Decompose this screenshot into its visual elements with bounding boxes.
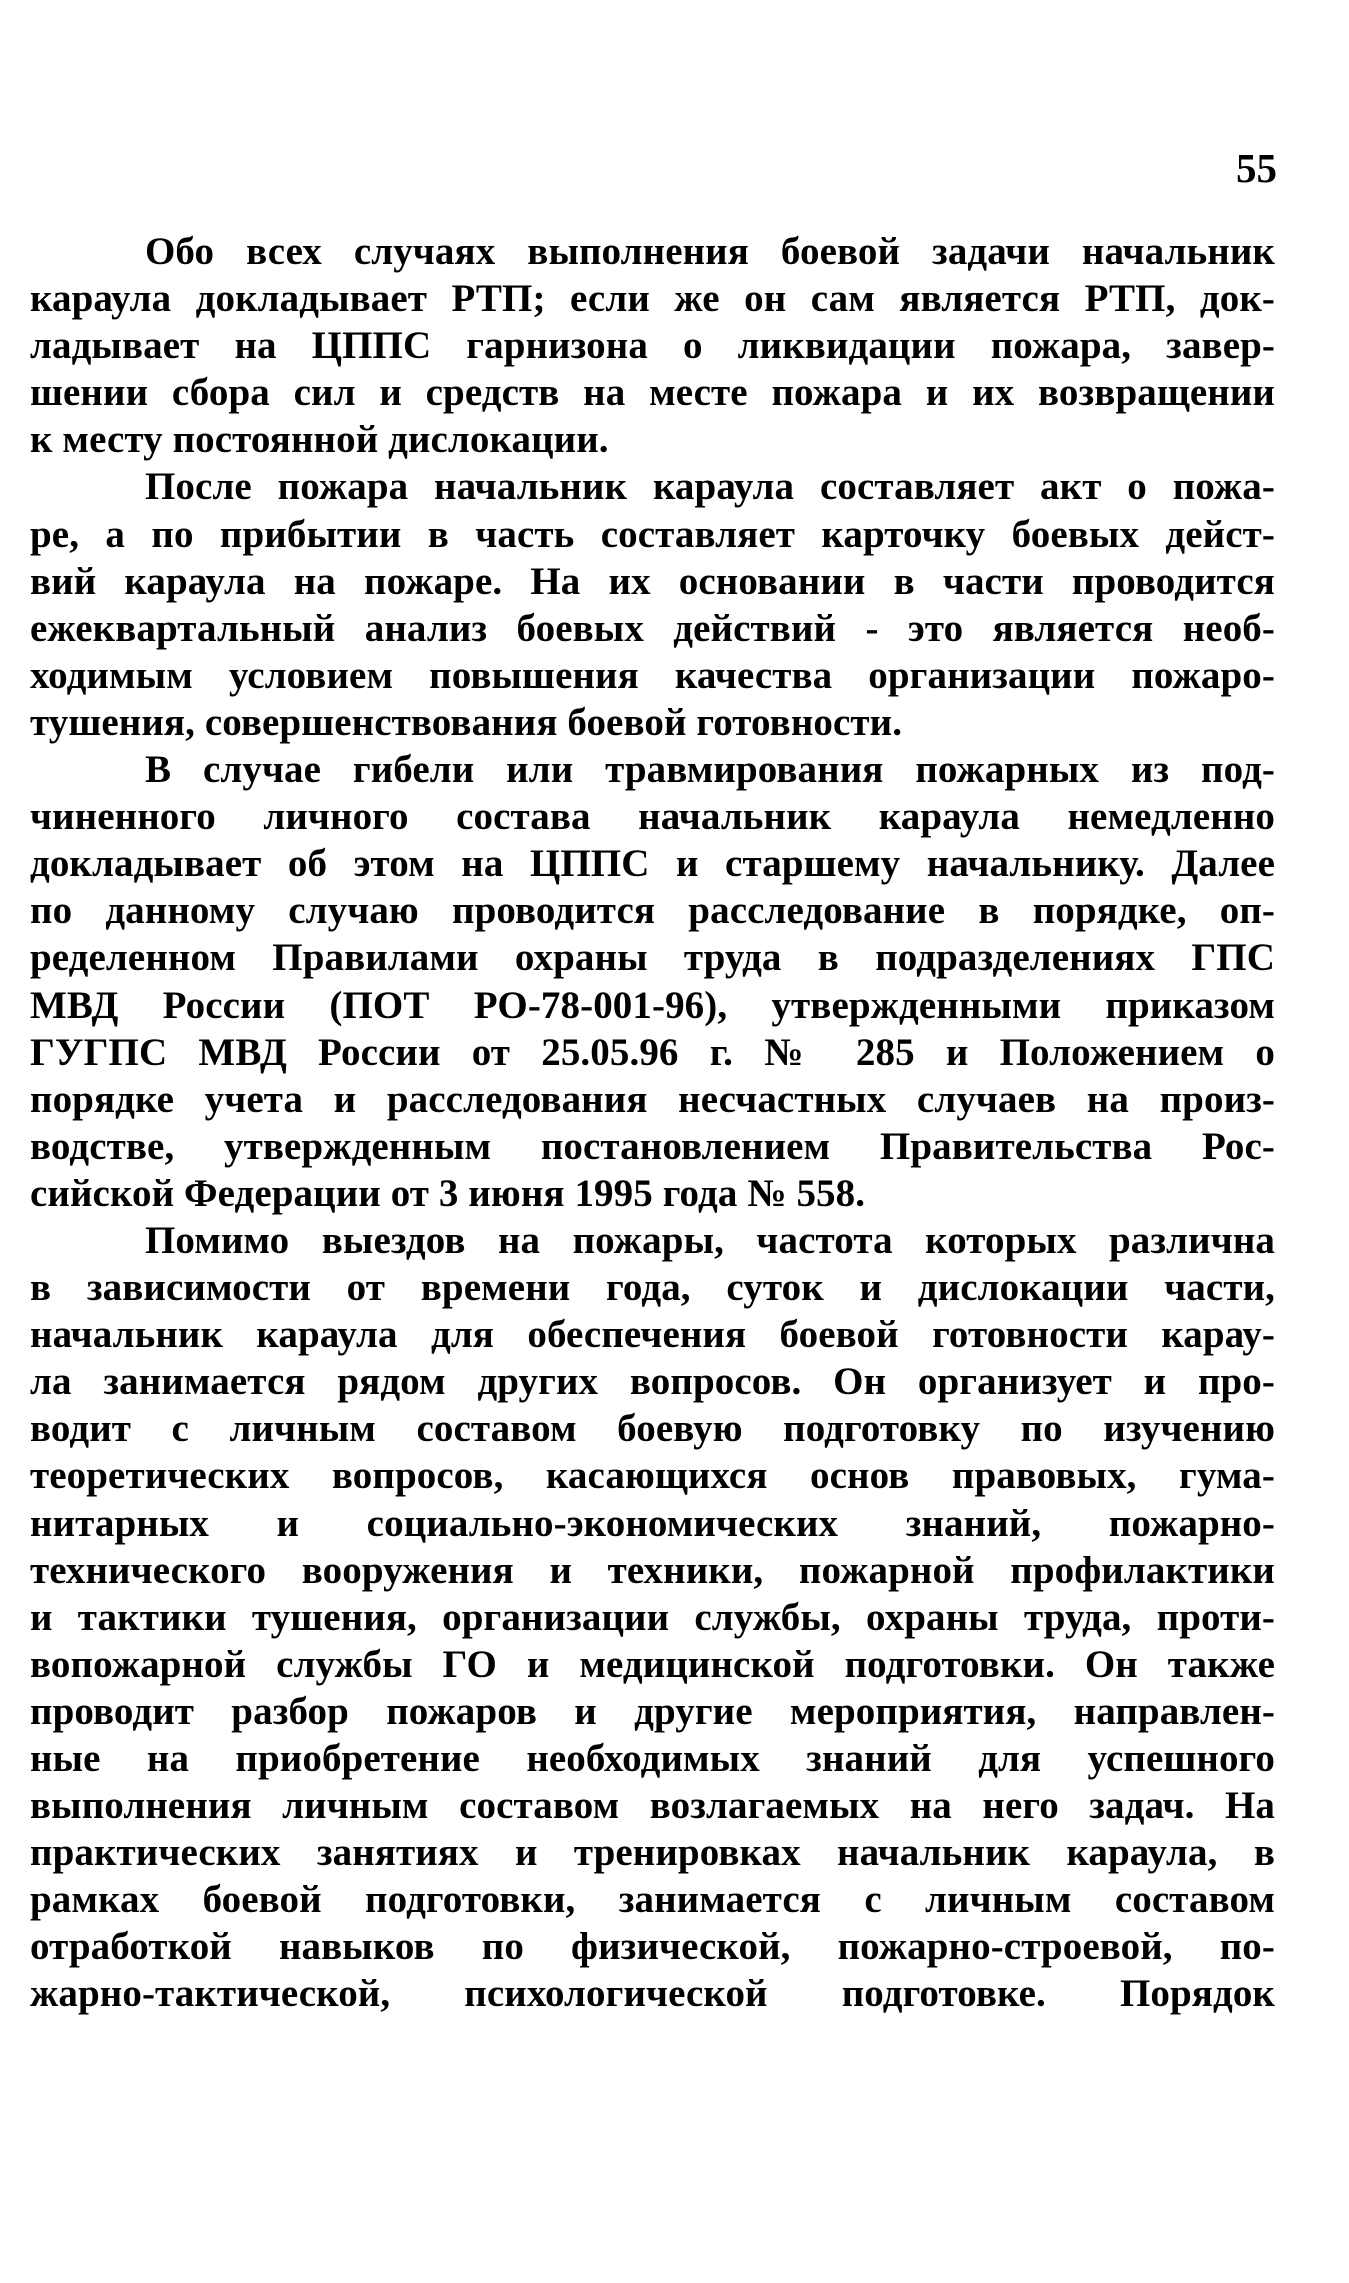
- text-line: ла занимается рядом других вопросов. Он организует и про-: [30, 1360, 1275, 1404]
- text-line: по данному случаю проводится расследование в порядке, оп-: [30, 889, 1275, 933]
- page-number: 55: [1236, 145, 1277, 191]
- text-line: тушения, совершенствования боевой готовности.: [30, 700, 903, 744]
- paragraph-4: [30, 1217, 1275, 2018]
- text-line: водстве, утвержденным постановлением Правительства Рос-: [30, 1124, 1275, 1168]
- text-line: выполнения личным составом возлагаемых на него задач. На: [30, 1784, 1275, 1828]
- text-line: водит с личным составом боевую подготовку по изучению: [30, 1407, 1275, 1451]
- text-line: нитарных и социально-экономических знаний, пожарно-: [30, 1501, 1275, 1545]
- text-line: ре, а по прибытии в часть составляет карточку боевых дейст-: [30, 512, 1275, 556]
- text-line: В случае гибели или травмирования пожарных из под-: [145, 748, 1275, 792]
- text-line: рамках боевой подготовки, занимается с личным составом: [30, 1878, 1275, 1922]
- text-line: Помимо выездов на пожары, частота которых различна: [145, 1218, 1275, 1262]
- text-line: Обо всех случаях выполнения боевой задачи начальник: [145, 230, 1275, 273]
- text-line: отработкой навыков по физической, пожарно-строевой, по-: [30, 1925, 1275, 1969]
- text-line: ходимым условием повышения качества организации пожаро-: [30, 653, 1275, 697]
- text-line: докладывает об этом на ЦППС и старшему начальнику. Далее: [30, 842, 1275, 886]
- text-line: ГУГПС МВД России от 25.05.96 г. № 285 и Положением о: [30, 1030, 1275, 1074]
- text-line: проводит разбор пожаров и другие мероприятия, направлен-: [30, 1689, 1275, 1733]
- text-line: практических занятиях и тренировках начальник караула, в: [30, 1831, 1275, 1875]
- text-line: жарно-тактической, психологической подготовке. Порядок: [30, 1972, 1275, 2016]
- text-line: ежеквартальный анализ боевых действий - это является необ-: [30, 606, 1275, 650]
- text-line: После пожара начальник караула составляет акт о пожа-: [145, 465, 1275, 509]
- paragraph-2: [30, 463, 1275, 746]
- text-line: технического вооружения и техники, пожарной профилактики: [30, 1548, 1275, 1592]
- text-line: шении сбора сил и средств на месте пожара и их возвращении: [30, 371, 1275, 415]
- text-line: МВД России (ПОТ РО-78-001-96), утвержденными приказом: [30, 983, 1275, 1027]
- text-line: ределенном Правилами охраны труда в подразделениях ГПС: [30, 936, 1275, 980]
- text-line: теоретических вопросов, касающихся основ правовых, гума-: [30, 1454, 1275, 1498]
- text-line: ные на приобретение необходимых знаний для успешного: [30, 1737, 1275, 1780]
- text-line: сийской Федерации от 3 июня 1995 года № 558.: [30, 1171, 866, 1215]
- text-line: порядке учета и расследования несчастных случаев на произ-: [30, 1077, 1275, 1121]
- paragraph-3: [30, 746, 1275, 1217]
- text-line: вий караула на пожаре. На их основании в части проводится: [30, 559, 1275, 603]
- body-text: [30, 228, 1275, 2018]
- text-line: ладывает на ЦППС гарнизона о ликвидации пожара, завер-: [30, 324, 1275, 368]
- text-line: к месту постоянной дислокации.: [30, 418, 609, 462]
- paragraph-1: [30, 228, 1275, 463]
- text-line: вопожарной службы ГО и медицинской подготовки. Он также: [30, 1642, 1275, 1686]
- text-line: и тактики тушения, организации службы, охраны труда, проти-: [30, 1595, 1275, 1639]
- text-line: в зависимости от времени года, суток и дислокации части,: [30, 1266, 1275, 1310]
- text-line: начальник караула для обеспечения боевой готовности карау-: [30, 1313, 1275, 1357]
- text-line: чиненного личного состава начальник караула немедленно: [30, 795, 1275, 839]
- text-line: караула докладывает РТП; если же он сам является РТП, док-: [30, 277, 1275, 321]
